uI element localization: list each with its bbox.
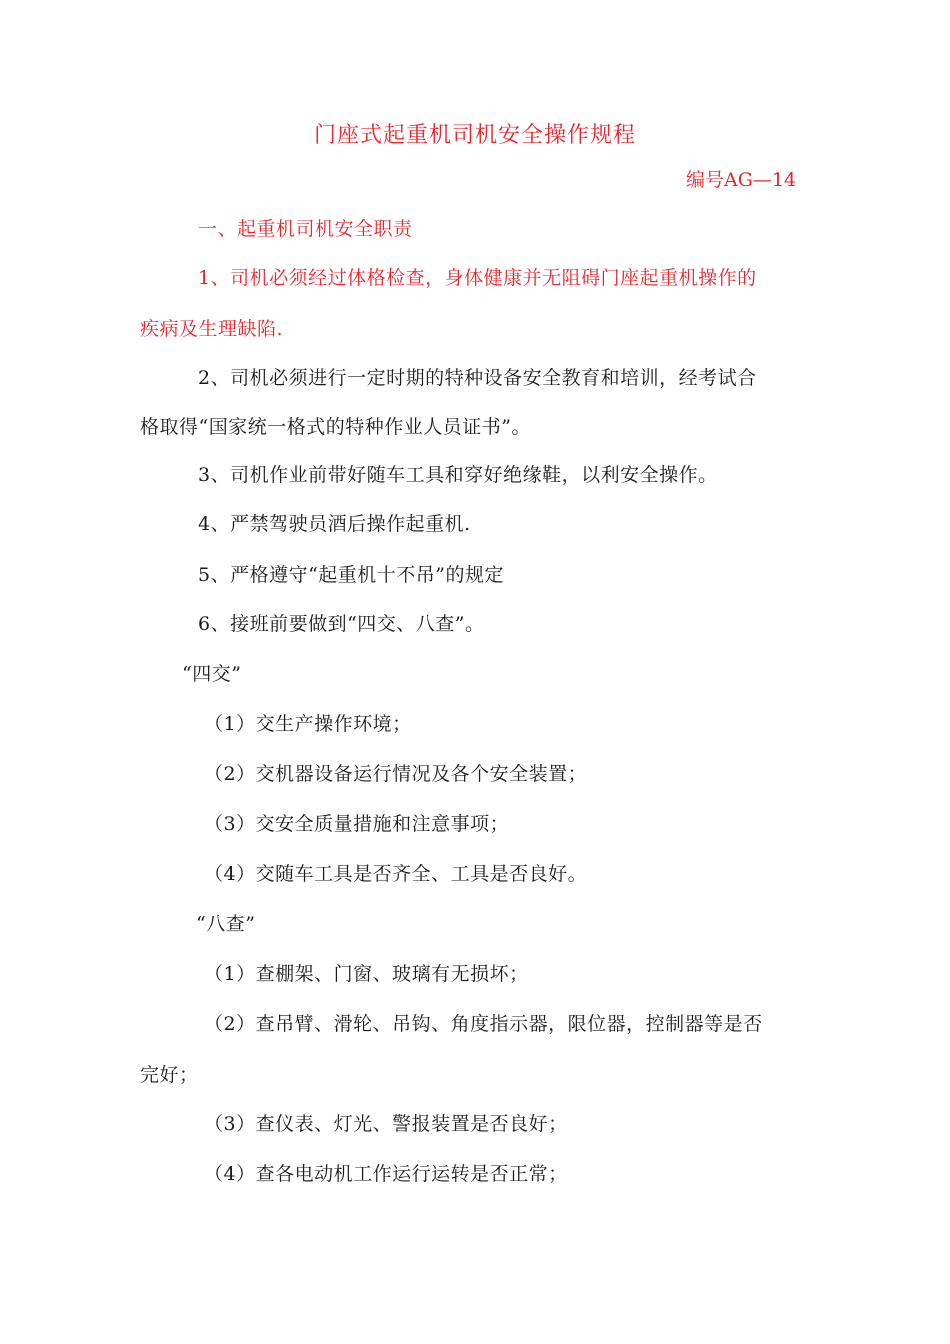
list-item: （2）查吊臂、滑轮、吊钩、角度指示器，限位器，控制器等是否 [204,1013,763,1035]
paragraph-line: 3、司机作业前带好随车工具和穿好绝缘鞋，以利安全操作。 [198,464,718,486]
subsection-label: “八查” [196,913,256,935]
list-item-continuation: 完好； [140,1064,199,1086]
paragraph-line: 6、接班前要做到“四交、八查”。 [198,613,485,635]
list-item: （1）交生产操作环境； [204,713,412,735]
list-item: （3）查仪表、灯光、警报装置是否良好； [204,1113,568,1135]
list-item: （4）交随车工具是否齐全、工具是否良好。 [204,863,588,885]
document-title: 门座式起重机司机安全操作规程 [313,123,636,148]
paragraph-line: 4、严禁驾驶员酒后操作起重机. [198,513,471,535]
paragraph-line: 疾病及生理缺陷. [140,318,284,340]
section-heading: 一、起重机司机安全职责 [198,218,413,240]
document-number: 编号AG—14 [686,169,797,191]
paragraph-line: 格取得“国家统一格式的特种作业人员证书”。 [140,416,531,438]
list-item: （1）查棚架、门窗、玻璃有无损坏； [204,963,529,985]
paragraph-line: 5、严格遵守“起重机十不吊”的规定 [198,564,505,586]
list-item: （4）查各电动机工作运行运转是否正常； [204,1163,568,1185]
paragraph-line: 2、司机必须进行一定时期的特种设备安全教育和培训，经考试合 [198,367,757,389]
paragraph-line: 1、司机必须经过体格检查，身体健康并无阻碍门座起重机操作的 [198,267,757,289]
list-item: （2）交机器设备运行情况及各个安全装置； [204,763,588,785]
list-item: （3）交安全质量措施和注意事项； [204,813,510,835]
subsection-label: “四交” [182,663,242,685]
